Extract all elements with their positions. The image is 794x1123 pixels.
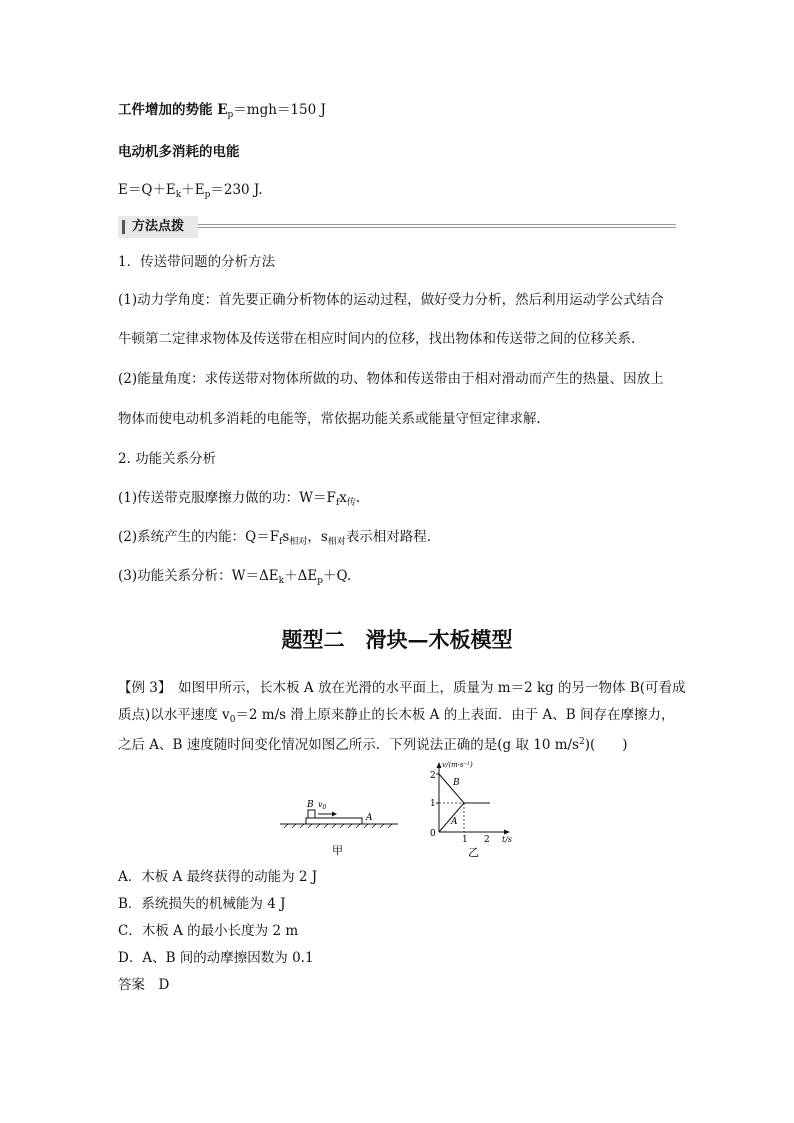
formula-work-sub: f [335,498,340,508]
formula-energy-a: (3)功能关系分析：W＝ΔE [118,568,279,584]
total-energy-b: ＋E [181,182,205,198]
block-B [308,810,315,818]
velocity-arrowhead [332,812,337,817]
option-c: C．木板 A 的最小长度为 2 m [118,923,299,939]
formula-energy-b: ＋ΔE [284,568,318,584]
method-tip-marker [122,220,125,234]
example-figure [270,758,530,858]
example-text-3-sup: 2 [579,737,585,747]
figure-left [280,800,398,857]
formula-heat [118,528,431,551]
total-energy-a: E＝Q＋E [118,182,176,198]
example-line-1 [118,679,686,697]
left-caption: 甲 [332,844,343,857]
method-para-1b: 牛顿第二定律求物体及传送带在相应时间内的位移，找出物体和传送带之间的位移关系. [118,331,636,347]
graph-label-B: B [453,778,460,788]
option-a: A．木板 A 最终获得的动能为 2 J [118,869,318,885]
formula-energy-sub: k [278,576,285,586]
formula-work-a: (1)传送带克服摩擦力做的功：W＝F [118,490,336,506]
answer: 答案 D [118,977,170,993]
graph-x-arrow [504,830,510,835]
ground-hatching [284,824,392,828]
formula-heat-sub2: 相对 [289,537,308,547]
formula-heat-sub: f [279,537,283,547]
formula-heat-sub3: 相对 [327,537,346,547]
graph-y-tick-2: 2 [430,771,436,781]
example-tag: 【例 3】 [118,680,165,696]
example-text-2a: 质点)以水平速度 v [118,707,230,723]
board-A [306,818,362,824]
graph-x-tick-2: 2 [484,835,490,845]
example-text-2-sub: 0 [229,715,236,725]
total-energy-sub1: k [175,190,182,200]
formula-heat-c: ，s [307,529,328,545]
formula-heat-b: s [282,529,290,545]
formula-work-b: x [339,490,347,506]
formula-heat-a: (2)系统产生的内能：Q＝F [118,529,280,545]
method-para-1a: (1)动力学角度：首先要正确分析物体的运动过程，做好受力分析，然后利用运动学公式结合 [118,292,664,308]
example-text-1: 如图甲所示，长木板 A 放在光滑的水平面上，质量为 m＝2 kg 的另一物体 B(可看成 [164,680,686,696]
method-tip-rule [198,224,676,228]
formula-heat-d: 表示相对路程. [345,529,432,545]
formula-work-sub2: 传 [346,498,356,508]
formula-work [118,489,360,512]
potential-energy-suffix: ＝mgh＝150 J [233,102,326,118]
potential-energy-line [118,101,326,124]
vt-graph [430,761,512,858]
graph-y-label: v/(m·s⁻¹) [442,761,473,769]
option-d: D．A、B 间的动摩擦因数为 0.1 [118,950,314,966]
graph-x-tick-1: 1 [462,835,468,845]
graph-y-tick-0: 0 [430,829,436,839]
example-text-3b: )( ) [584,737,628,753]
method-para-2b: 物体而使电动机多消耗的电能等，常依据功能关系或能量守恒定律求解. [118,411,541,427]
example-line-2 [118,706,674,729]
section-title: 题型二 滑块—木板模型 [281,627,513,652]
formula-energy-sub2: p [317,576,323,586]
total-energy-line [118,181,263,204]
total-energy-sub2: p [204,190,211,200]
option-b: B．系统损失的机械能为 4 J [118,896,286,912]
motor-energy-line: 电动机多消耗的电能 [118,144,240,160]
method-heading-2: 2. 功能关系分析 [118,451,217,467]
method-para-2a: (2)能量角度：求传送带对物体所做的功、物体和传送带由于相对滑动而产生的热量、因放上 [118,371,664,387]
example-text-3a: 之后 A、B 速度随时间变化情况如图乙所示．下列说法正确的是(g 取 10 m/s [118,737,579,753]
potential-energy-prefix: 工件增加的势能 E [118,102,228,118]
example-line-3 [118,733,628,754]
example-text-2b: ＝2 m/s 滑上原来静止的长木板 A 的上表面．由于 A、B 间存在摩擦力， [235,707,675,723]
graph-y-tick-1: 1 [430,799,436,809]
graph-y-arrow [437,762,442,768]
formula-energy-relation [118,567,351,590]
graph-label-A: A [451,817,458,827]
label-B: B [307,800,314,810]
graph-x-label: t/s [502,835,513,844]
label-v0: $v_0$ [318,800,327,811]
formula-work-c: . [355,490,361,506]
total-energy-c: ＝230 J. [210,182,263,198]
formula-energy-c: ＋Q. [322,568,352,584]
right-caption: 乙 [468,846,479,858]
potential-energy-sub: p [227,110,234,120]
method-tip-bar [118,216,676,238]
graph-line-B [439,774,464,803]
label-A: A [366,813,373,823]
method-tip-label: 方法点拨 [132,219,185,234]
method-heading-1: 1．传送带问题的分析方法 [118,254,276,270]
